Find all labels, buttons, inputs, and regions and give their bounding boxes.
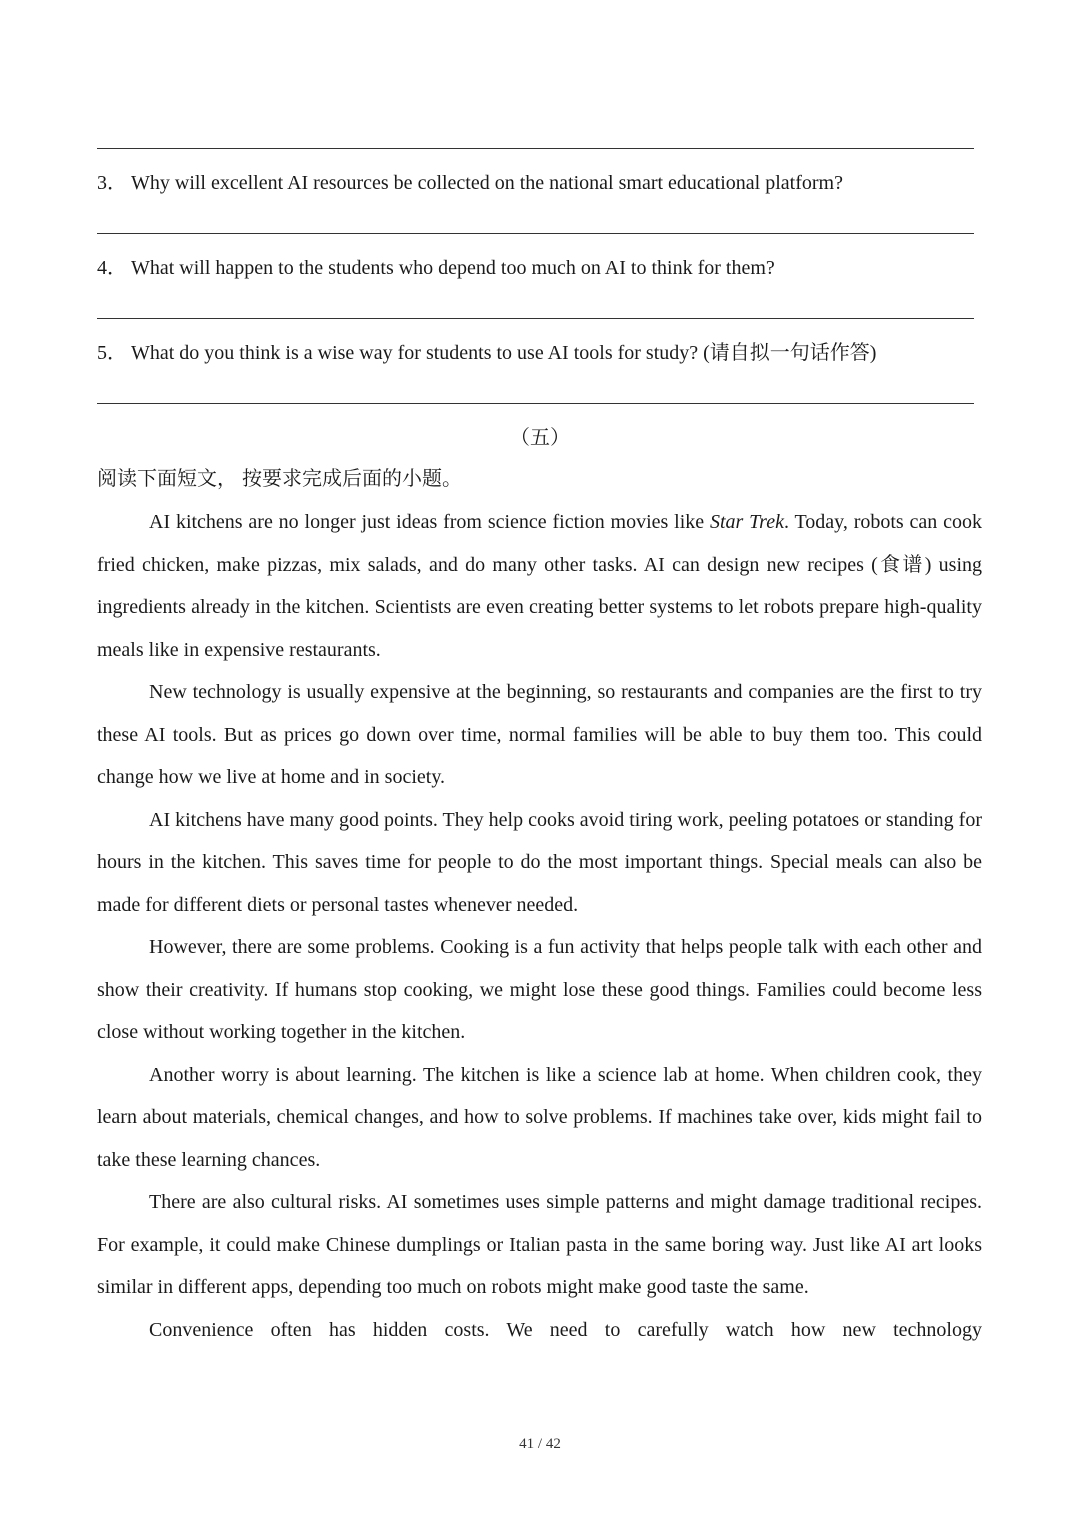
passage-paragraph-3: AI kitchens have many good points. They help cooks avoid tiring work, peeling potatoes or standing for hours in the kitchen. This saves time for people to do the most important things. Special meals can also be made for different diets or personal tastes whenever needed. [97, 808, 982, 916]
passage-paragraph-4: However, there are some problems. Cooking is a fun activity that helps people talk with each other and show their creativity. If humans stop cooking, we might lose these good things. Families could become less close without working together in the kitchen. [97, 936, 982, 1043]
question-4 [97, 254, 977, 282]
question-3 [97, 169, 977, 197]
passage-paragraph-1 [97, 501, 982, 671]
passage-text: AI kitchens are no longer just ideas from science fiction movies like [149, 511, 710, 533]
question-number: 4． [97, 257, 127, 279]
question-text: What will happen to the students who depend too much on AI to think for them? [131, 257, 775, 279]
page-number: 41 / 42 [519, 1436, 561, 1452]
answer-line [97, 148, 974, 149]
passage-paragraph-2: New technology is usually expensive at the beginning, so restaurants and companies are the first to try these AI tools. But as prices go down over time, normal families will be able to buy them too. This could change how we live at home and in society. [97, 681, 982, 788]
question-text: What do you think is a wise way for students to use AI tools for study? (请自拟一句话作答) [131, 342, 877, 364]
question-text: Why will excellent AI resources be collected on the national smart educational platform? [131, 172, 843, 194]
section-instruction: 阅读下面短文， 按要求完成后面的小题。 [97, 468, 462, 490]
answer-line [97, 233, 974, 234]
passage-paragraph-5: Another worry is about learning. The kitchen is like a science lab at home. When children cook, they learn about materials, chemical changes, and how to solve problems. If machines take over, kids might fail to take these learning chances. [97, 1063, 982, 1171]
movie-title: Star Trek [709, 511, 784, 533]
passage-paragraph-6: There are also cultural risks. AI sometimes uses simple patterns and might damage traditional recipes. For example, it could make Chinese dumplings or Italian pasta in the same boring way. Just like AI art looks similar in different apps, depending too much on robots might make good taste the same. [97, 1191, 982, 1298]
passage-paragraph-7: Convenience often has hidden costs. We need to carefully watch how new technology [149, 1318, 982, 1341]
answer-line [97, 403, 974, 404]
question-5 [97, 339, 977, 367]
question-number: 5． [97, 342, 127, 364]
section-title: （五） [510, 427, 570, 449]
reading-passage [97, 501, 982, 1351]
answer-line [97, 318, 974, 319]
question-number: 3． [97, 172, 127, 194]
passage-text: . Today, robots can cook fried chicken, make pizzas, mix salads, and do many other tasks. AI can design new recipes (食谱) using ingredients already in the kitchen. Scientists are even creating better systems to let robots prepare high-quality meals like in expensive restaurants. [97, 511, 982, 661]
